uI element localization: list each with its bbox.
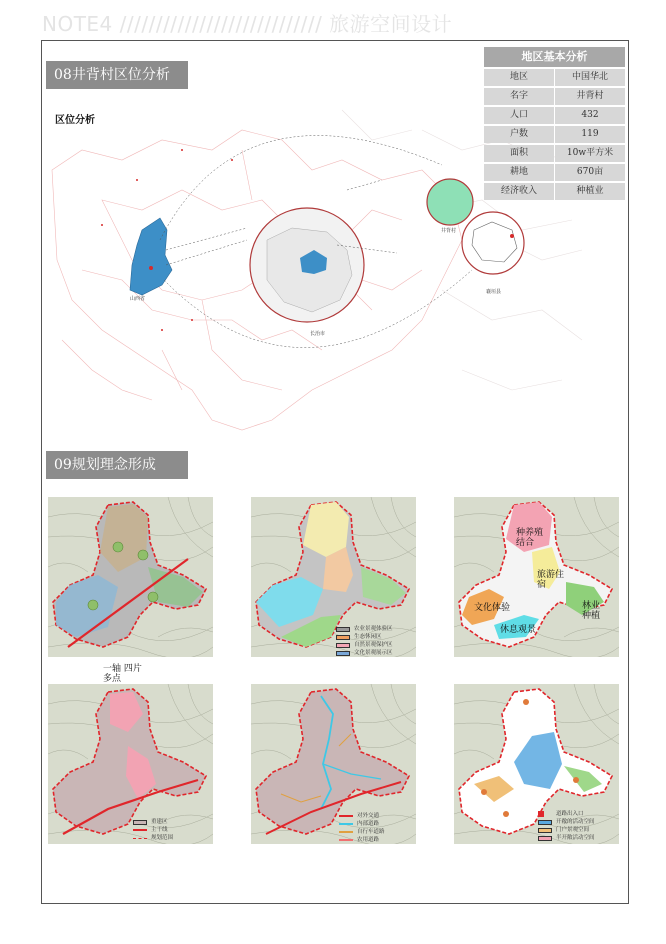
zone-label: 种养殖 结合 xyxy=(516,528,544,548)
planning-panel-functions xyxy=(454,497,619,657)
panel6-legend: 道路出入口 开敞的活动空间 门户景观空间 半开敞活动空间 xyxy=(538,810,595,842)
planning-panel-reconstruction xyxy=(48,684,213,844)
planning-panel-zones xyxy=(251,497,416,657)
info-key: 人口 xyxy=(484,107,554,124)
location-label: 区位分析 xyxy=(55,115,95,126)
info-value: 井背村 xyxy=(555,88,625,105)
info-value: 670亩 xyxy=(555,164,625,181)
info-table-title: 地区基本分析 xyxy=(484,47,625,67)
info-row xyxy=(484,145,625,162)
info-row xyxy=(484,183,625,200)
info-value: 中国华北 xyxy=(555,69,625,86)
info-key: 名字 xyxy=(484,88,554,105)
planning-panel-axis xyxy=(48,497,213,657)
info-row xyxy=(484,126,625,143)
panel1-caption: 一轴 四片 多点 xyxy=(103,664,142,684)
panel2-legend: 农业景观体验区 生态休闲区 自然景观保护区 文化景观展示区 xyxy=(336,625,393,657)
info-row xyxy=(484,69,625,86)
panel4-legend: 重建区 主干线 规划范围 xyxy=(133,818,173,842)
zone-label: 休息观景 xyxy=(500,625,537,635)
info-key: 经济收入 xyxy=(484,183,554,200)
section-title-planning: 09规划理念形成 xyxy=(46,451,188,479)
info-row xyxy=(484,88,625,105)
info-key: 面积 xyxy=(484,145,554,162)
info-value: 432 xyxy=(555,107,625,124)
planning-panel-roads xyxy=(251,684,416,844)
zone-label: 林业 种植 xyxy=(582,601,601,621)
info-key: 地区 xyxy=(484,69,554,86)
info-key: 耕地 xyxy=(484,164,554,181)
county-label: 襄垣县 xyxy=(486,289,502,295)
info-value: 119 xyxy=(555,126,625,143)
info-row xyxy=(484,164,625,181)
province-label: 山西省 xyxy=(130,296,146,302)
zone-label: 文化体验 xyxy=(474,603,511,613)
city-label: 长治市 xyxy=(310,331,326,337)
panel5-legend: 对外交通 内部道路 自行车道路 农用道路 xyxy=(339,812,385,844)
info-value: 10w平方米 xyxy=(555,145,625,162)
planning-panel-spaces xyxy=(454,684,619,844)
village-label: 井背村 xyxy=(441,228,457,234)
info-key: 户数 xyxy=(484,126,554,143)
section-title-location: 08井背村区位分析 xyxy=(46,61,188,89)
info-row xyxy=(484,107,625,124)
page-header: NOTE4 //////////////////////////// 旅游空间设计 xyxy=(42,12,453,36)
info-value: 种植业 xyxy=(555,183,625,200)
zone-label: 旅游住 宿 xyxy=(537,570,565,590)
